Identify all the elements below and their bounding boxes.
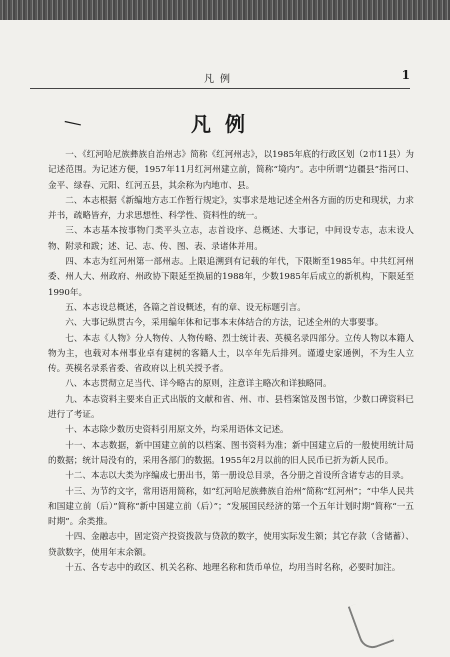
paragraph-4: 四、本志为红河州第一部州志。上限追溯到有记载的年代，下限断至1985年。中共红河州委、州人大、州政府、州政协下限延至换届的1988年，少数1985年后成立的新机构，下限延至1990年。	[48, 257, 414, 298]
paragraph-9: 九、本志资料主要来自正式出版的文献和省、州、市、县档案馆及图书馆，少数口碑资料已进行了考证。	[48, 394, 414, 421]
paragraph-1: 一、《红河哈尼族彝族自治州志》简称《红河州志》，以1985年底的行政区划（2市11县）为记述范围。为记述方便，1957年11月红河州建立前，简称“境内”。志中所谓“边疆县”指河口、金平、绿春、元阳、红河五县，其余称为内地市、县。	[48, 150, 414, 191]
paragraph-12: 十二、本志以大类为序编成七册出书，第一册设总目录，各分册之首设所含诸专志的目录。	[65, 471, 409, 482]
paragraph-10: 十、本志除少数历史资料引用原文外，均采用语体文记述。	[65, 425, 289, 436]
paragraph-13: 十三、为节约文字，常用语用简称，如“红河哈尼族彝族自治州”简称“红河州”；“中华人民共和国建立前（后）”简称“新中国建立前（后）”；“发展国民经济的第一个五年计划时期”简称“一五时期”。余类推。	[48, 486, 414, 528]
section-title: 凡例	[191, 112, 259, 136]
paragraph-11: 十一、本志数据，新中国建立前的以档案、图书资料为准；新中国建立后的一般使用统计局的数据；统计局没有的，采用各部门的数据。1955年2月以前的旧人民币已折为新人民币。	[48, 440, 414, 466]
paragraph-2: 二、本志根据《新编地方志工作暂行规定》，实事求是地记述全州各方面的历史和现状，力求并书，疏略皆弃，力求思想性、科学性、资料性的统一。	[48, 195, 414, 222]
running-header	[30, 70, 410, 86]
header-rule	[30, 88, 410, 89]
paragraph-6: 六、大事记纵贯古今，采用编年体和记事本末体结合的方法，记述全州的大事要事。	[65, 318, 384, 329]
paragraph-14: 十四、金融志中，固定资产投资拨款与贷款的数字，使用实际发生额；其它存款（含储蓄）、贷款数字，使用年末余额。	[48, 532, 414, 558]
handwritten-pen-mark	[348, 596, 394, 652]
paragraph-5: 五、本志设总概述，各篇之首设概述，有的章、设无标题引言。	[65, 302, 306, 313]
paragraph-3: 三、本志基本按事物门类平头立志，志首设序、总概述、大事记，中间设专志，志末设人物、附录和跋；述、记、志、传、图、表、录诸体并用。	[48, 226, 414, 252]
paragraph-15: 十五、各专志中的政区、机关名称、地理名称和货币单位，均用当时名称，必要时加注。	[65, 563, 401, 574]
scan-top-band	[0, 0, 450, 20]
paragraph-8: 八、本志贯彻立足当代、详今略古的原则，注意详主略次和详独略同。	[65, 379, 332, 390]
pen-dash-mark: —	[62, 110, 84, 135]
running-header-title: 凡例	[204, 74, 236, 85]
body-text	[48, 148, 414, 576]
paragraph-7: 七、本志《人物》分人物传、人物传略、烈士统计表、英模名录四部分。立传人物以本籍人物为主，也载对本州事业卓有建树的客籍人士，以卒年先后排列。谨遵史家通例，不为生人立传。英模名录系省委、省政府以上机关授予者。	[48, 333, 414, 375]
page-number: 1	[401, 68, 410, 82]
